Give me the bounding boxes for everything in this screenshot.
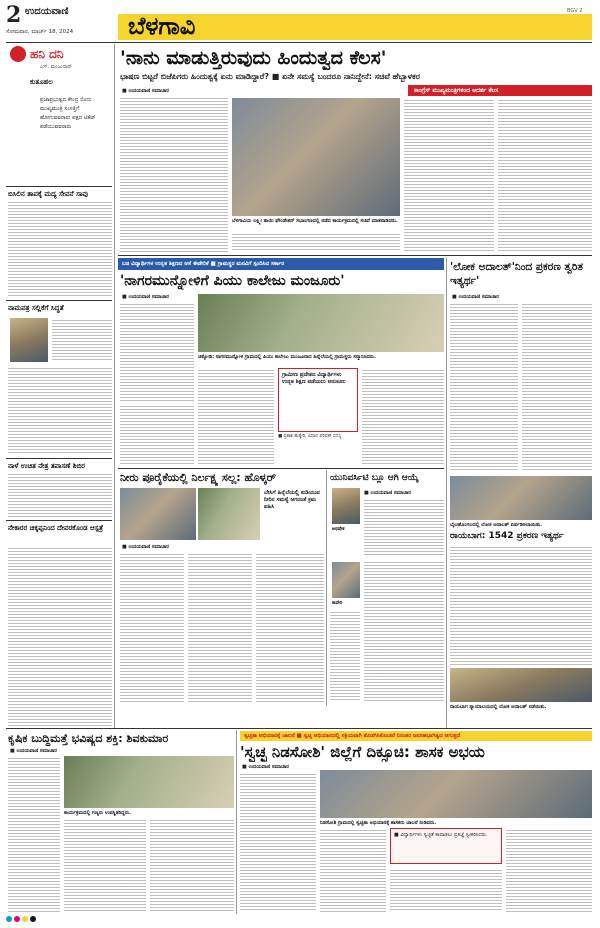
bottom-body-col3 <box>390 868 502 912</box>
divider <box>118 468 444 469</box>
registration-mark <box>22 916 28 922</box>
mid-photo-caption: ಚಿಕ್ಕೋಡಿ: ನಾಗರಮುನ್ನೋಳಿ ಗ್ರಾಮದಲ್ಲಿ ಪಿಯು ಕಾಲೇಜು ಮಂಜೂರಾದ ಹಿನ್ನೆಲೆಯಲ್ಲಿ ಗ್ರಾಮಸ್ಥರು ಸನ್ಮಾನಿಸಿದರು. <box>198 354 376 360</box>
right-photo-caption: ಬೈಲಹೊಂಗಲದಲ್ಲಿ ಲೋಕ ಅದಾಲತ್ ಏರ್ಪಡಿಸಲಾಯಿತು. <box>450 522 543 528</box>
bottom-left-byline: ■ ಉದಯವಾಣಿ ಸಮಾಚಾರ <box>10 748 57 754</box>
bottom-kicker: ಸ್ವಚ್ಛತಾ ಅಭಿಯಾನಕ್ಕೆ ಚಾಲನೆ ■ ಸ್ವಚ್ಛ ಅಭಿಯಾನದಲ್ಲಿ ಸಕ್ರಿಯವಾಗಿ ತೊಡಗಿಸಿಕೊಂಡರೆ ನಿರಂತರ ಜನಸಹಭಾಗಿತ್ವದ ಆಗುತ್ತದೆ <box>244 733 461 739</box>
column-logo <box>10 46 26 62</box>
lead-body-col4 <box>498 98 592 252</box>
column-rule <box>6 186 112 187</box>
column-poem: ಪ್ರಜಾಪ್ರಭುತ್ವದ ಕೇಂದ್ರ ಬಿಂದು ಮುಖ್ಯಮಂತ್ರಿ ಸಂಸತ್ತಿಗೆ ಹೋಗುವವರಾರು ಪಕ್ಷದ ಟಿಕೆಟ್ ಪಡೆಯುವವರಾರು <box>40 97 96 130</box>
univ-body3 <box>330 610 360 702</box>
water-body-col1 <box>120 552 184 702</box>
mid-body-col2 <box>198 368 274 466</box>
left-story4-body <box>8 546 112 726</box>
brand-name: ಉದಯವಾಣಿ <box>25 6 69 17</box>
right-photo <box>450 476 592 520</box>
column-divider-bottom <box>236 730 237 914</box>
bottom-left-headline: ಕೃಷಿಕ ಬುದ್ಧಿಮತ್ತೆ ಭವಿಷ್ಯದ ಶಕ್ತಿ: ಶಿವಕುಮಾರ <box>8 732 169 745</box>
bottom-note: ■ ವಿದ್ಯಾರ್ಥಿಗಳು ಸ್ವಚ್ಛತೆ ಕಾಪಾಡಲು ಪ್ರತಿಜ್ಞೆ ಸ್ವೀಕರಿಸಿದರು. <box>394 832 488 838</box>
portrait-photo <box>10 318 48 362</box>
mid-box-text: ಗ್ರಾಮೀಣ ಪ್ರದೇಶದ ವಿದ್ಯಾರ್ಥಿಗಳು ಉನ್ನತ ಶಿಕ್ಷಣ ಪಡೆಯಲು ಅನುಕೂಲ <box>282 372 346 385</box>
mid-box <box>278 368 358 432</box>
left-story4-headline: ನೇಕಾರರ ಚಿಕ್ಕಪ್ಪನಿಂದ ದೇವರಕೊಂಡ ಆಸ್ಪತ್ರೆ <box>8 524 104 532</box>
bottom-byline: ■ ಉದಯವಾಣಿ ಸಮಾಚಾರ <box>242 764 289 770</box>
right-photo2-caption: ರಾಯಬಾಗ ನ್ಯಾಯಾಲಯದಲ್ಲಿ ಲೋಕ ಅದಾಲತ್ ನಡೆಯಿತು. <box>450 704 547 710</box>
mid-body-col3 <box>362 368 444 466</box>
mid-byline: ■ ಉದಯವಾಣಿ ಸಮಾಚಾರ <box>122 294 169 300</box>
mid-body-col1 <box>120 302 194 402</box>
lead-photo-caption: ಬೆಳಗಾವಿಯ ಲಕ್ಷ್ಮೀ ತಾಯಿ ಫೌಂಡೇಶನ್ ಸಭಾಂಗಣದಲ್ಲಿ ನಡೆದ ಕಾರ್ಯಕ್ರಮದಲ್ಲಿ ಸಚಿವೆ ಮಾತನಾಡಿದರು. <box>232 218 398 224</box>
masthead-rule <box>6 42 592 43</box>
water-body-col2 <box>188 552 252 702</box>
registration-mark <box>30 916 36 922</box>
divider <box>6 520 112 521</box>
left-story1-headline: ಬಿಸಿಲಿನ ತಾಪಕ್ಕೆ ಮದ್ಯ ಸೇವನೆ ಸಾವು <box>8 190 88 198</box>
lead-rule <box>118 255 592 256</box>
divider <box>6 300 112 301</box>
issue-date: ಸೋಮವಾರ, ಮಾರ್ಚ್ 18, 2024 <box>6 29 74 35</box>
right-photo2 <box>450 668 592 702</box>
bottom-headline: 'ಸ್ವಚ್ಛ ನಿಡಸೋಶಿ' ಜಿಲ್ಲೆಗೆ ದಿಕ್ಸೂಚಿ: ಶಾಸಕ ಅಭಯ <box>240 743 485 761</box>
right-byline: ■ ಉದಯವಾಣಿ ಸಮಾಚಾರ <box>452 294 499 300</box>
bottom-note-box <box>390 828 502 864</box>
mid-headline: 'ನಾಗರಮುನ್ನೋಳಿಗೆ ಪಿಯು ಕಾಲೇಜು ಮಂಜೂರು' <box>120 273 345 289</box>
bottom-photo <box>320 770 592 818</box>
left-story2-body-cont <box>8 366 112 454</box>
bottom-left-body2 <box>64 818 146 912</box>
univ-name1: ಅಭಿಷೇಕ <box>332 527 345 532</box>
water-photo2 <box>198 488 260 540</box>
lead-subhead: ಭಾಷಣ ಬಿಟ್ಟರೆ ಬಿಜೆಪಿಗರು ಹಿಂದುತ್ವಕ್ಕೆ ಏನು ಮಾಡಿದ್ದಾರೆ? ■ ಏನೇ ಸಮಸ್ಯೆ ಬಂದರೂ ನಾನಿದ್ದೇನೆ: ಸಚಿವೆ ಹೆಬ್ಬಾಳಕರ <box>120 72 420 81</box>
bottom-rule <box>6 728 592 729</box>
mid-body-col1b <box>120 404 194 466</box>
bottom-body-col4 <box>506 828 592 912</box>
left-story2-body <box>52 318 112 362</box>
bottom-left-body3 <box>150 818 234 912</box>
right-subhead: ರಾಯಬಾಗ: 1542 ಪ್ರಕರಣ ಇತ್ಯರ್ಥ <box>450 531 564 541</box>
water-byline: ■ ಉದಯವಾಣಿ ಸಮಾಚಾರ <box>122 544 169 550</box>
bottom-photo-caption: ನಿಡಸೋಶಿ ಗ್ರಾಮದಲ್ಲಿ ಸ್ವಚ್ಛತಾ ಅಭಿಯಾನಕ್ಕೆ ಶಾಸಕರು ಚಾಲನೆ ನೀಡಿದರು. <box>320 820 437 826</box>
left-story3-headline: ನಾಳೆ ಉಚಿತ ನೇತ್ರ ತಪಾಸಣೆ ಶಿಬಿರ <box>8 462 86 470</box>
column-divider-left <box>114 44 115 728</box>
left-story1-body <box>8 200 112 298</box>
right-body2 <box>450 545 592 665</box>
bottom-left-photo <box>64 756 234 808</box>
lead-body-col2 <box>232 232 400 252</box>
column-author: ಎಸ್. ಮಂಜುನಾಥ್ <box>40 64 72 70</box>
univ-body1 <box>364 498 444 556</box>
univ-byline: ■ ಉದಯವಾಣಿ ಸಮಾಚಾರ <box>364 490 411 496</box>
corner-code: BGV 2 <box>567 8 583 14</box>
bottom-left-caption: ಕಾರ್ಯಕ್ರಮದಲ್ಲಿ ಗಣ್ಯರು ಉಪಸ್ಥಿತರಿದ್ದರು. <box>64 810 131 816</box>
section-title: ಬೆಳಗಾವಿ <box>128 12 196 40</box>
bottom-left-body <box>8 756 60 912</box>
mid-kicker: ಬಡ ವಿದ್ಯಾರ್ಥಿಗಳ ಉನ್ನತ ಶಿಕ್ಷಣದ ಆಸೆ ಈಡೇರಿಕೆ ■ ಗ್ರಾಮಸ್ಥರ ಮನವಿಗೆ ಸ್ಪಂದಿಸಿದ ಸರ್ಕಾರ <box>122 261 285 267</box>
bottom-body-col2 <box>320 828 386 912</box>
right-body-col1 <box>450 302 518 472</box>
left-story3-body <box>8 472 112 518</box>
column-title: ಹನಿ ದನಿ <box>30 47 64 61</box>
water-headline: ನೀರು ಪೂರೈಕೆಯಲ್ಲಿ ನಿರ್ಲಕ್ಷ್ಯ ಸಲ್ಲ: ಹೊಳ್ಕರ್ <box>120 471 277 484</box>
lead-byline: ■ ಉದಯವಾಣಿ ಸಮಾಚಾರ <box>122 88 169 94</box>
column-divider-mid <box>326 470 327 706</box>
mid-photo <box>198 294 444 352</box>
lead-body-col1 <box>120 96 228 252</box>
divider <box>6 458 112 459</box>
left-story2-headline: ನಾಮಪತ್ರ ಸಲ್ಲಿಕೆಗೆ ಸಿದ್ಧತೆ <box>8 304 64 312</box>
lead-headline: 'ನಾನು ಮಾಡುತ್ತಿರುವುದು ಹಿಂದುತ್ವದ ಕೆಲಸ' <box>120 47 387 69</box>
univ-name2: ಕಾವೇರಿ <box>332 601 343 606</box>
bottom-body-col1 <box>240 772 316 912</box>
water-photo <box>120 488 196 540</box>
water-quote: ಬೇಸಿಗೆ ಹಿನ್ನೆಲೆಯಲ್ಲಿ ಕುಡಿಯುವ ನೀರಿನ ಸಮಸ್ಯೆ ಆಗದಂತೆ ಕ್ರಮ ವಹಿಸಿ <box>264 490 320 510</box>
right-body-col2 <box>522 302 592 472</box>
page-number: 2 <box>6 2 22 28</box>
registration-mark <box>6 916 12 922</box>
registration-mark <box>14 916 20 922</box>
univ-photo2 <box>332 562 360 598</box>
univ-headline: ಯುನಿವರ್ಸಿಟಿ ಬ್ಲೂ ಆಗಿ ಆಯ್ಕೆ <box>330 473 419 483</box>
column-divider-right <box>446 258 447 728</box>
mid-box-byline: ■ ಪ್ರಕಾಶ ಹುಕ್ಕೇರಿ, ವಿಧಾನ ಪರಿಷತ್ ಸದಸ್ಯ <box>278 434 342 439</box>
univ-body2 <box>364 560 444 702</box>
lead-photo <box>232 98 400 216</box>
column-heading: ಕುತೂಹಲ <box>30 78 53 86</box>
lead-tag: ಕಾಂಗ್ರೆಸ್ ಮುಖ್ಯಮಂತ್ರಿಗಳಿಂದ ಆದರ್ಶ ಕೆಲಸ <box>408 85 592 96</box>
right-headline: 'ಲೋಕ ಅದಾಲತ್'ನಿಂದ ಪ್ರಕರಣ ತ್ವರಿತ ಇತ್ಯರ್ಥ' <box>450 261 583 287</box>
lead-body-col3 <box>404 98 494 252</box>
water-body-col3 <box>256 552 324 702</box>
univ-photo1 <box>332 488 360 524</box>
